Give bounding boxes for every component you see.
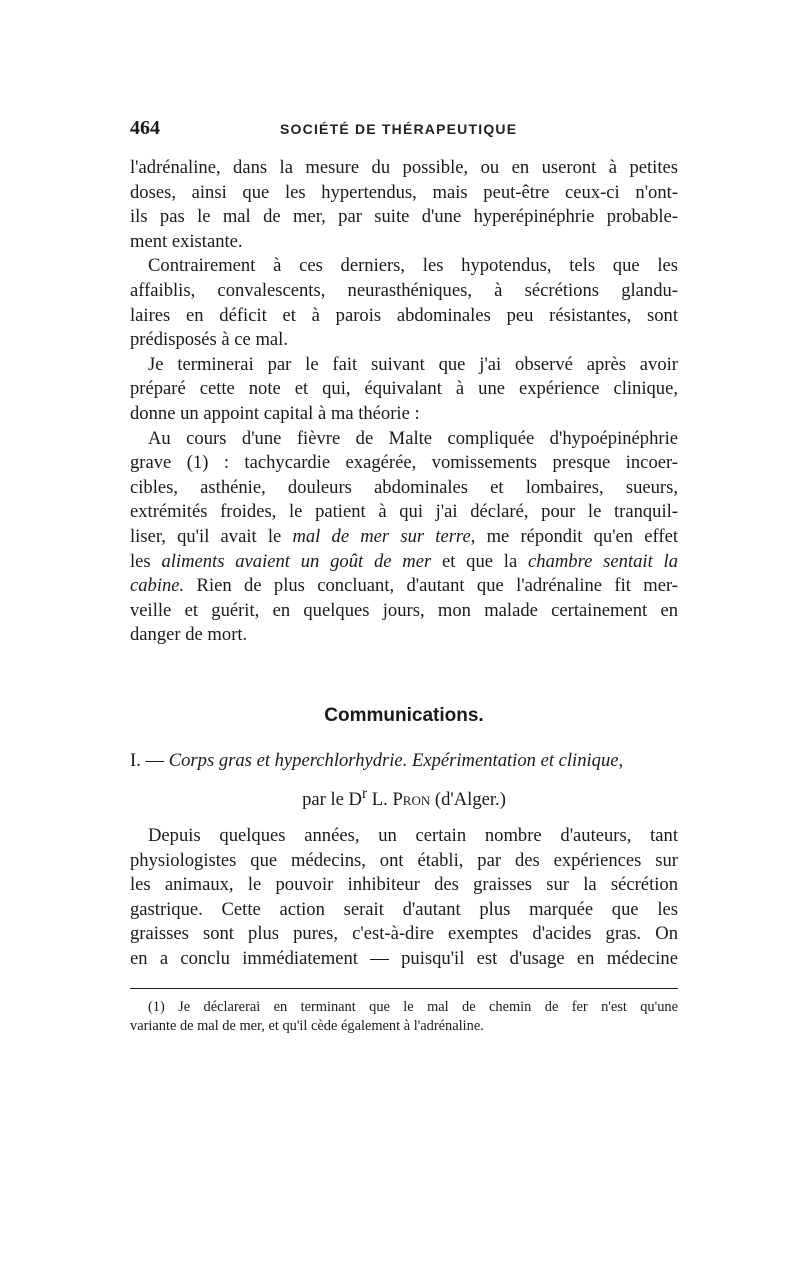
text-line: grave (1) : tachycardie exagérée, vomissements presque incoer- — [130, 452, 678, 474]
text-line — [130, 574, 678, 599]
text-run: Rien de plus concluant, d'autant que l'adrénaline fit mer- — [184, 575, 678, 597]
footnote-divider — [130, 988, 678, 989]
section-heading: Communications. — [324, 705, 484, 726]
text-run: les — [130, 550, 162, 572]
text-line: cibles, asthénie, douleurs abdominales et lombaires, sueurs, — [130, 476, 678, 498]
article-title — [130, 748, 678, 774]
text-line: donne un appoint capital à ma théorie : — [130, 402, 420, 424]
footnote-line: variante de mal de mer, et qu'il cède également à l'adrénaline. — [130, 1018, 484, 1034]
text-line: Contrairement à ces derniers, les hypotendus, tels que les — [148, 255, 678, 277]
byline-prefix: par le D — [302, 789, 362, 811]
text-line: extrémités froides, le patient à qui j'ai déclaré, pour le tranquil- — [130, 501, 678, 523]
text-line: préparé cette note et qui, équivalant à une expérience clinique, — [130, 378, 678, 400]
italic-phrase: mal de mer sur terre — [292, 525, 471, 547]
text-line: l'adrénaline, dans la mesure du possible, ou en useront à petites — [130, 157, 678, 178]
text-line — [130, 525, 678, 550]
text-line — [130, 550, 678, 575]
paragraph — [130, 254, 678, 352]
text-line: veille et guérit, en quelques jours, mon malade certainement en — [130, 599, 678, 621]
text-run: et que la — [431, 550, 529, 572]
text-line: danger de mort. — [130, 624, 248, 646]
text-line: laires en déficit et à parois abdominales peu résistantes, sont — [130, 304, 678, 326]
byline-initial: L. — [367, 789, 393, 811]
text-line: affaiblis, convalescents, neurasthéniques, à sécrétions glandu- — [130, 279, 678, 301]
footnote — [130, 998, 678, 1036]
running-head: SOCIÉTÉ DE THÉRAPEUTIQUE — [280, 121, 518, 137]
page-number: 464 — [130, 117, 160, 139]
text-line: les animaux, le pouvoir inhibiteur des graisses sur la sécrétion — [130, 874, 678, 896]
footnote-line: (1) Je déclarerai en terminant que le mal de chemin de fer n'est qu'une — [148, 999, 678, 1015]
text-line: graisses sont plus pures, c'est-à-dire exemptes d'acides gras. On — [130, 923, 678, 945]
paragraph — [130, 353, 678, 427]
article-number: I. — — [130, 750, 169, 771]
main-text — [130, 156, 678, 648]
article-byline — [130, 785, 678, 811]
text-line: doses, ainsi que les hypertendus, mais peut-être ceux-ci n'ont- — [130, 181, 678, 203]
text-run: liser, qu'il avait le — [130, 525, 293, 547]
italic-phrase: aliments avaient un goût de mer — [161, 550, 432, 572]
paragraph — [130, 156, 678, 254]
text-line: physiologistes que médecins, ont établi, par des expériences sur — [130, 849, 678, 871]
text-run: , me répondit qu'en effet — [470, 525, 678, 547]
italic-phrase: chambre sentait la — [528, 550, 678, 572]
text-line: prédisposés à ce mal. — [130, 329, 288, 351]
article-title-text: Corps gras et hyperchlorhydrie. Expérimentation et clinique, — [168, 750, 624, 771]
text-line: ment existante. — [130, 230, 243, 252]
byline-suffix: (d'Alger.) — [430, 789, 506, 811]
author-name: Pron — [392, 789, 431, 811]
text-line: ils pas le mal de mer, par suite d'une hyperépinéphrie probable- — [130, 206, 678, 228]
page-header — [130, 117, 678, 141]
italic-phrase: cabine. — [130, 575, 185, 597]
article-text — [130, 824, 678, 972]
text-line: en a conclu immédiatement — puisqu'il est d'usage en médecine — [130, 947, 678, 969]
text-line: Au cours d'une fièvre de Malte compliquée d'hypoépinéphrie — [148, 427, 678, 449]
text-line: Depuis quelques années, un certain nombre d'auteurs, tant — [148, 825, 678, 846]
byline-superscript: r — [361, 785, 368, 802]
paragraph — [130, 427, 678, 648]
text-line: Je terminerai par le fait suivant que j'ai observé après avoir — [148, 353, 678, 375]
text-line: gastrique. Cette action serait d'autant plus marquée que les — [130, 898, 678, 920]
